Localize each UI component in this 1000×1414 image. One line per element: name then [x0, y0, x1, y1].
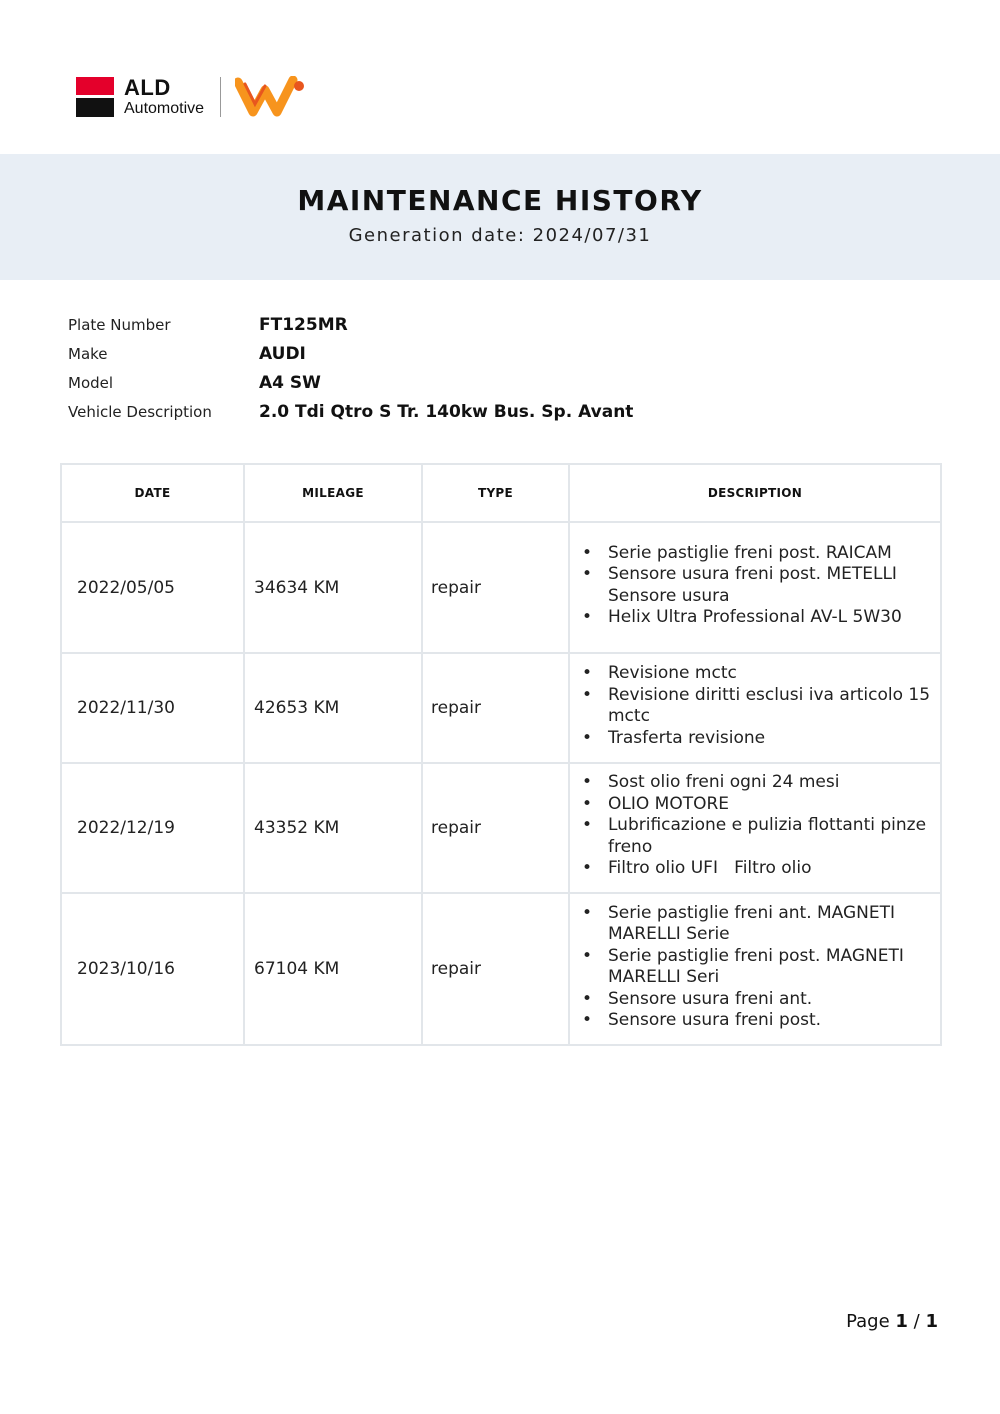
description-item: • OLIO MOTORE: [578, 794, 934, 816]
cell-mileage: 67104 KM: [244, 893, 422, 1045]
description-item: • Filtro olio UFI Filtro olio: [578, 858, 934, 880]
generation-date: Generation date: 2024/07/31: [348, 225, 652, 246]
description-item: • Helix Ultra Professional AV-L 5W30: [578, 607, 934, 629]
table-row: [61, 763, 941, 893]
cell-mileage: 42653 KM: [244, 653, 422, 763]
description-item: • Sensore usura freni post.: [578, 1010, 934, 1032]
vehicle-info-value: AUDI: [259, 343, 306, 364]
vehicle-info: [68, 310, 633, 426]
description-item: • Lubrificazione e pulizia flottanti pinze freno: [578, 815, 934, 858]
page-current: 1: [895, 1311, 908, 1332]
logo-area: [76, 76, 307, 118]
vehicle-info-row: [68, 368, 633, 397]
page-separator: /: [907, 1311, 926, 1332]
table-row: [61, 522, 941, 653]
cell-date: 2022/12/19: [61, 763, 244, 893]
page-indicator: [846, 1311, 938, 1332]
col-header-date: DATE: [61, 464, 244, 522]
logo-divider: [220, 77, 221, 117]
vehicle-info-value: A4 SW: [259, 372, 321, 393]
col-header-mileage: MILEAGE: [244, 464, 422, 522]
cell-type: repair: [422, 893, 569, 1045]
cell-description: [569, 893, 941, 1045]
vehicle-info-row: [68, 310, 633, 339]
cell-description: [569, 763, 941, 893]
cell-mileage: 34634 KM: [244, 522, 422, 653]
description-item: • Sensore usura freni post. METELLI Sensore usura: [578, 564, 934, 607]
w-logo-icon: [235, 76, 307, 118]
cell-date: 2022/05/05: [61, 522, 244, 653]
description-item: • Revisione diritti esclusi iva articolo 15 mctc: [578, 685, 934, 728]
cell-type: repair: [422, 653, 569, 763]
page-total: 1: [925, 1311, 938, 1332]
vehicle-info-row: [68, 339, 633, 368]
cell-date: 2022/11/30: [61, 653, 244, 763]
vehicle-info-label: Make: [68, 344, 108, 363]
col-header-type: TYPE: [422, 464, 569, 522]
description-item: • Trasferta revisione: [578, 728, 934, 750]
table-row: [61, 653, 941, 763]
description-item: • Sost olio freni ogni 24 mesi: [578, 772, 934, 794]
ald-logo-icon: [76, 77, 114, 117]
table-header-row: [61, 464, 941, 522]
vehicle-info-value: 2.0 Tdi Qtro S Tr. 140kw Bus. Sp. Avant: [259, 401, 634, 422]
description-item: • Serie pastiglie freni post. RAICAM: [578, 543, 934, 565]
description-item: • Serie pastiglie freni post. MAGNETI MARELLI Seri: [578, 946, 934, 989]
description-item: • Serie pastiglie freni ant. MAGNETI MARELLI Serie: [578, 903, 934, 946]
description-item: • Sensore usura freni ant.: [578, 989, 934, 1011]
vehicle-info-label: Vehicle Description: [68, 402, 212, 421]
cell-description: [569, 522, 941, 653]
cell-date: 2023/10/16: [61, 893, 244, 1045]
cell-type: repair: [422, 763, 569, 893]
cell-description: [569, 653, 941, 763]
page-title: MAINTENANCE HISTORY: [297, 184, 703, 217]
title-banner: [0, 154, 1000, 280]
col-header-description: DESCRIPTION: [569, 464, 941, 522]
maintenance-table: [60, 463, 942, 1046]
table-row: [61, 893, 941, 1045]
vehicle-info-label: Model: [68, 373, 114, 392]
logo-line1: ALD: [124, 75, 171, 100]
vehicle-info-row: [68, 397, 633, 426]
logo-line2: Automotive: [124, 100, 205, 117]
cell-mileage: 43352 KM: [244, 763, 422, 893]
vehicle-info-value: FT125MR: [259, 314, 348, 335]
description-item: • Revisione mctc: [578, 663, 934, 685]
page-word: Page: [846, 1311, 890, 1332]
ald-logo-text: [124, 77, 204, 117]
vehicle-info-label: Plate Number: [68, 315, 171, 334]
cell-type: repair: [422, 522, 569, 653]
